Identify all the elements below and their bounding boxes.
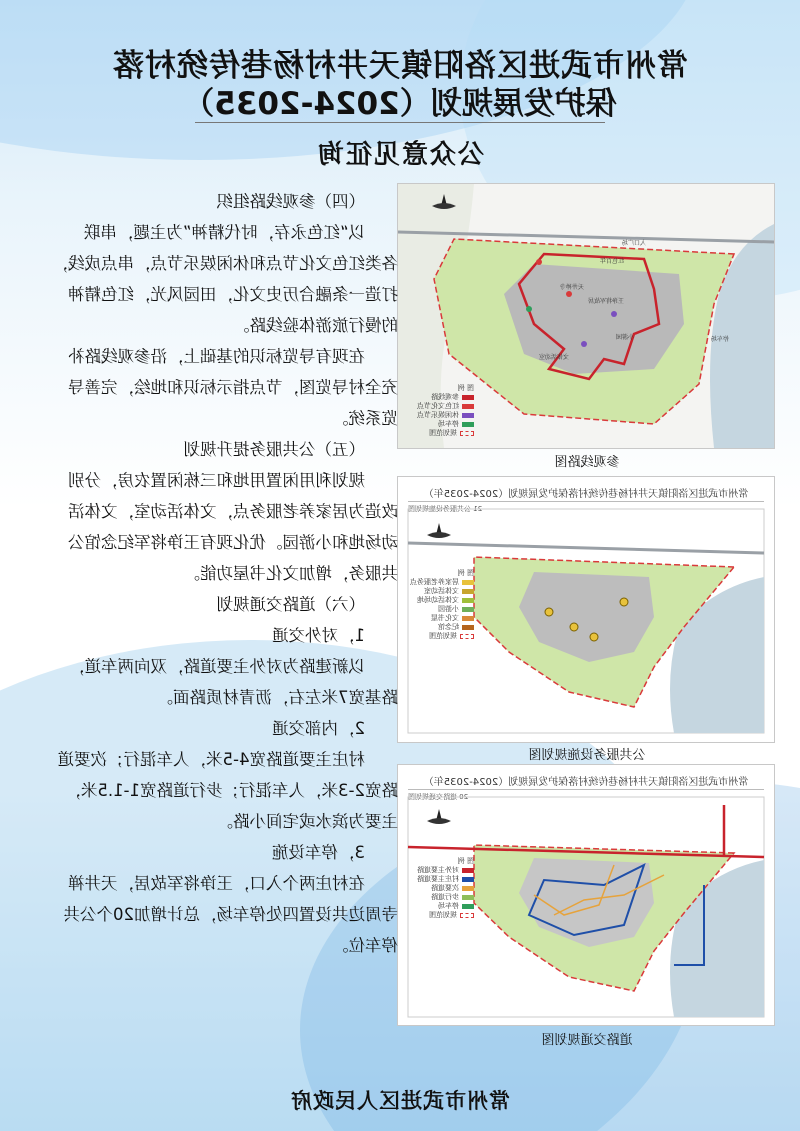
legend-swatch	[462, 395, 474, 400]
paragraph-line: 的慢行旅游体验线路。	[233, 316, 398, 335]
leisure-node	[581, 341, 587, 347]
paragraph-line: 主要为滨水或宅间小路。	[216, 812, 398, 831]
leisure-node	[611, 311, 617, 317]
legend-swatch	[462, 598, 474, 603]
legend-swatch	[462, 886, 474, 891]
parking-node	[526, 306, 532, 312]
legend-item: 红色文化节点	[417, 402, 474, 411]
paragraph-line: 共服务，增加文化书屋功能。	[183, 564, 398, 583]
paragraph-line: 以新建路为对外主要道路，双向两车道，	[68, 657, 365, 676]
facility-marker	[545, 608, 553, 616]
legend-swatch	[460, 913, 474, 918]
legend-item: 步行道路	[417, 893, 474, 902]
legend-item: 文体活动室	[410, 587, 474, 596]
paragraph-line: 各类红色文化节点和休闲娱乐节点，串点成线，	[51, 254, 398, 273]
subsection-heading: 2，内部交通	[272, 719, 365, 738]
figure-number: 21 公共服务设施规划图	[408, 505, 483, 513]
legend-title: 图 例	[457, 857, 474, 865]
legend-swatch	[462, 904, 474, 909]
legend-swatch	[462, 413, 474, 418]
title-divider	[195, 122, 605, 123]
legend-swatch	[462, 877, 474, 882]
subsection-heading: 3，停车设施	[272, 843, 365, 862]
route-map-figure	[397, 183, 775, 449]
legend-swatch	[462, 868, 474, 873]
map-label: 天井禅寺	[559, 284, 584, 291]
legend-item: 纪念馆	[410, 623, 474, 632]
section-heading: （四）参观线路组织	[216, 192, 365, 211]
figure-header: 常州市武进区洛阳镇天井村杨巷传统村落保护发展规划（2024-2035年）	[408, 773, 764, 790]
body-text	[23, 186, 398, 961]
paragraph-line: 路宽2-3米，人车混行；步行道路宽1-1.5米，	[64, 781, 398, 800]
red-node	[566, 291, 572, 297]
paragraph-line: 停车位。	[332, 936, 398, 955]
legend-swatch	[462, 625, 474, 630]
legend-swatch	[462, 580, 474, 585]
paragraph-line: 打造一条融合历史文化，田园风光，红色精神	[68, 285, 398, 304]
map-legend	[417, 384, 474, 438]
issuer-footer: 常州市武进区人民政府	[290, 1089, 510, 1113]
legend-item: 小游园	[410, 605, 474, 614]
facility-marker	[590, 633, 598, 641]
legend-item: 停车场	[417, 420, 474, 429]
paragraph-line: 路基宽7米左右，沥青材质路面。	[156, 688, 398, 707]
page-title-line1: 常州市武进区洛阳镇天井村杨巷传统村落	[112, 48, 688, 84]
legend-swatch	[462, 589, 474, 594]
legend-swatch	[462, 607, 474, 612]
subsection-heading: 1，对外交通	[272, 626, 365, 645]
page-subtitle: 公众意见征询	[316, 140, 485, 170]
map-label: 小游园	[615, 334, 634, 341]
section-heading: （五）公共服务提升规划	[183, 440, 365, 459]
paragraph-line: 动场地和小游园。优化现有王诤将军纪念馆公	[68, 533, 398, 552]
legend-swatch	[460, 431, 474, 436]
map-label: 入口广场	[621, 240, 646, 247]
legend-item: 文化书屋	[410, 614, 474, 623]
legend-swatch	[462, 404, 474, 409]
legend-swatch	[462, 895, 474, 900]
facility-marker	[570, 623, 578, 631]
legend-item: 文体活动场地	[410, 596, 474, 605]
public-service-figure	[397, 476, 775, 743]
figure-header: 常州市武进区洛阳镇天井村杨巷传统村落保护发展规划（2024-2035年）	[408, 485, 764, 502]
map-label: 王诤将军故居	[587, 298, 624, 305]
legend-item: 休闲娱乐节点	[417, 411, 474, 420]
red-node	[536, 259, 542, 265]
north-arrow-icon	[427, 809, 451, 824]
legend-item: 参观线路	[417, 393, 474, 402]
paragraph-line: 充全村导览图，节点指示标识和地绘，完善导	[68, 378, 398, 397]
facility-marker	[620, 598, 628, 606]
figure-caption: 公共服务设施规划图	[528, 748, 646, 763]
north-arrow-icon	[427, 523, 451, 538]
legend-item: 规划范围	[417, 429, 474, 438]
legend-item: 规划范围	[417, 911, 474, 920]
highway	[408, 543, 764, 553]
figure-caption: 道路交通规划图	[541, 1033, 633, 1048]
section-heading: （六）道路交通规划	[216, 595, 365, 614]
map-label: 文体活动室	[538, 354, 569, 361]
legend-item: 村庄主要道路	[417, 875, 474, 884]
paragraph-line: 村庄主要道路宽4-5米，人车混行；次要道	[57, 750, 365, 769]
legend-swatch	[462, 616, 474, 621]
legend-item: 规划范围	[410, 632, 474, 641]
paragraph-line: 改造为居家养老服务点，文体活动室，文体活	[68, 502, 398, 521]
road-traffic-figure	[397, 764, 775, 1026]
map-legend	[417, 857, 474, 920]
paragraph-line: 规划利用闲置用地和三栋闲置农房，分别	[68, 471, 365, 490]
legend-title: 图 例	[457, 569, 474, 577]
legend-item: 次要道路	[417, 884, 474, 893]
figure-number: 20 道路交通规划图	[408, 793, 469, 801]
legend-item: 居家养老服务点	[410, 578, 474, 587]
figure-caption: 参观线路图	[554, 455, 620, 470]
paragraph-line: 在村庄两个入口，王诤将军故居，天井禅	[68, 874, 365, 893]
map-legend	[410, 569, 474, 641]
legend-item: 停车场	[417, 902, 474, 911]
paragraph-line: 寺周边共设置四处停车场，总计增加20个公共	[63, 905, 398, 924]
page-title-line2: 保护发展规划（2024-2035）	[183, 86, 617, 122]
legend-swatch	[462, 422, 474, 427]
legend-swatch	[460, 634, 474, 639]
legend-item: 对外主要道路	[417, 866, 474, 875]
map-label: 红色百年	[599, 258, 624, 265]
paragraph-line: 以“红色永存，时代精神”为主题，串联	[83, 223, 365, 242]
map-label: 停车场	[710, 336, 729, 343]
paragraph-line: 览系统。	[332, 409, 398, 428]
legend-title: 图 例	[457, 384, 474, 392]
paragraph-line: 在现有导览标识的基础上，沿参观线路补	[68, 347, 365, 366]
